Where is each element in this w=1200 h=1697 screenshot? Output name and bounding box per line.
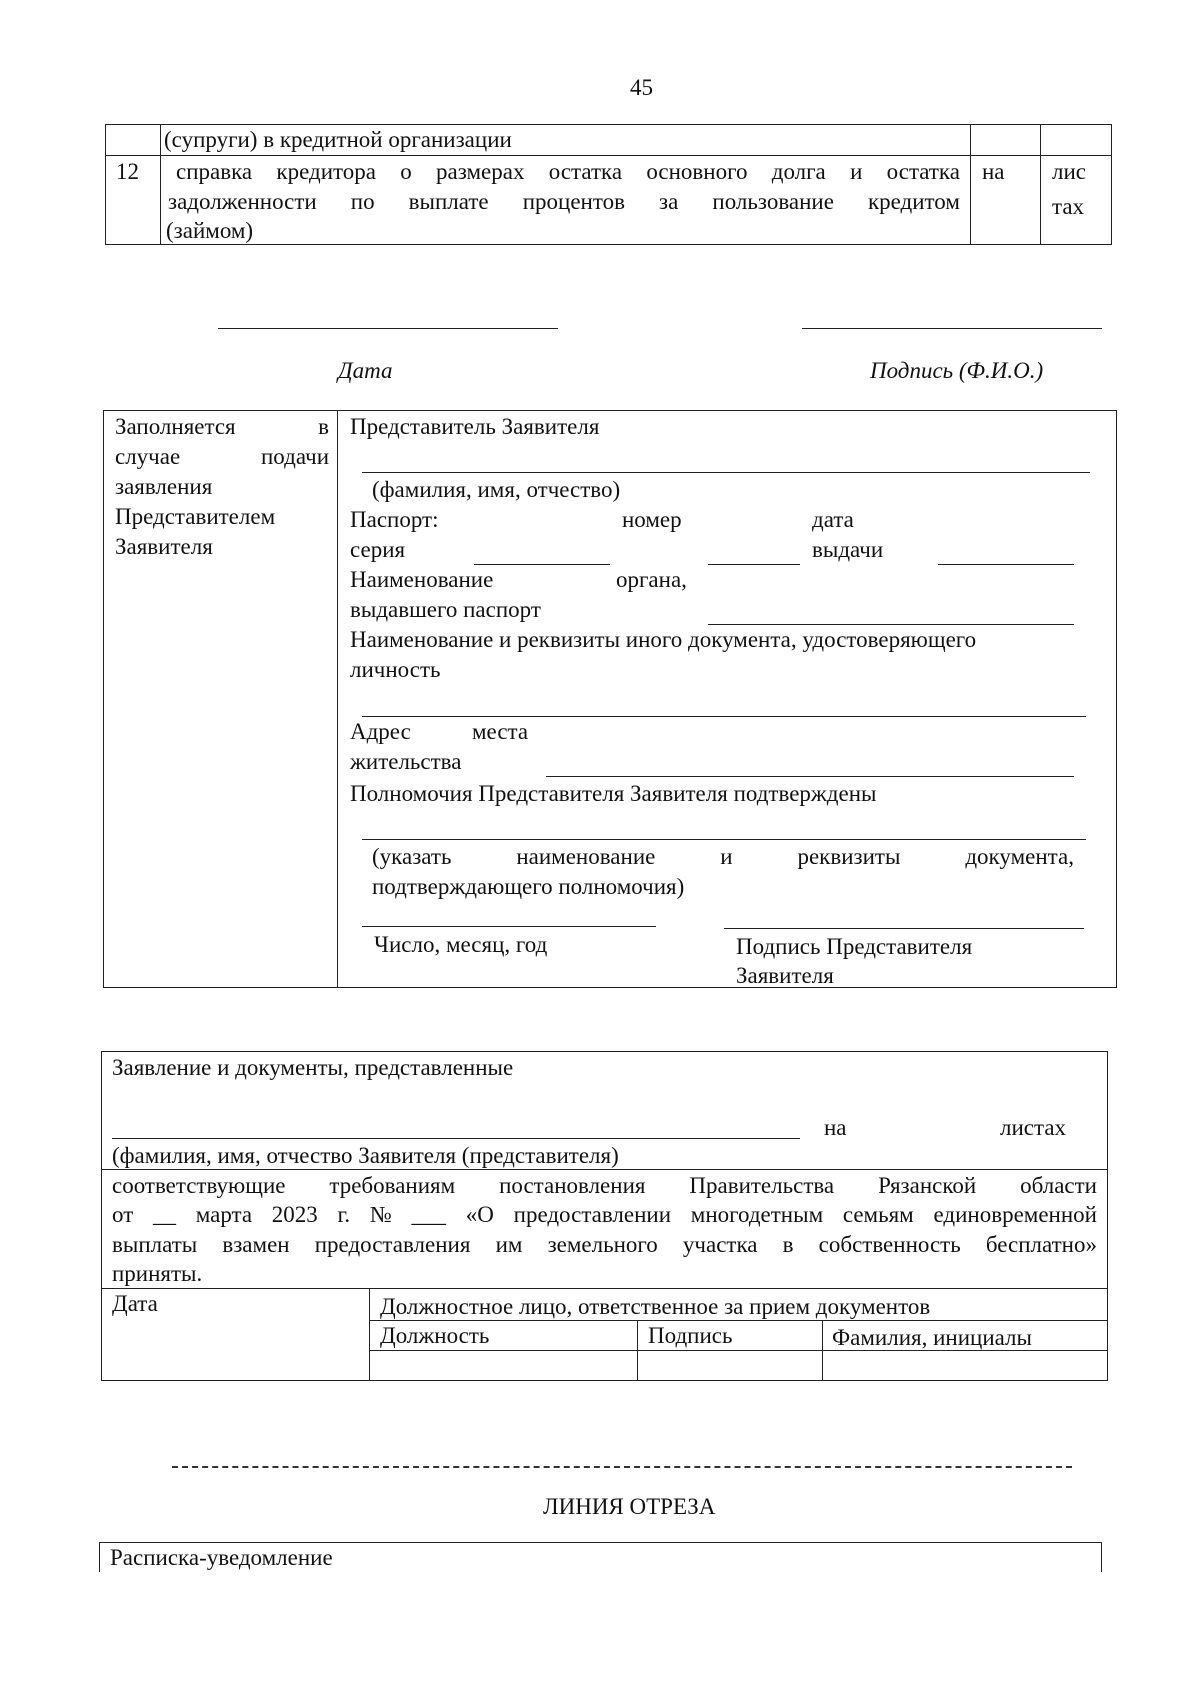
representative-date-field[interactable]	[362, 926, 656, 927]
word: __	[152, 1202, 176, 1227]
acceptance-title: Заявление и документы, представленные	[112, 1055, 514, 1080]
acceptance-body-line4: приняты.	[112, 1261, 203, 1286]
authority-hint-line2: подтверждающего полномочия)	[372, 874, 685, 899]
word: области	[1020, 1173, 1097, 1198]
acceptance-date-field[interactable]	[104, 1320, 366, 1378]
word: г.	[337, 1202, 351, 1227]
word: справка	[176, 159, 253, 184]
word: предоставления	[314, 1232, 471, 1257]
signature-label: Подпись (Ф.И.О.)	[870, 358, 1044, 383]
word: наименование	[516, 844, 656, 869]
authority-hint-line1	[372, 843, 1074, 872]
signature-field[interactable]	[640, 1352, 820, 1378]
word: основного	[646, 159, 748, 184]
row12-text-line1	[176, 158, 960, 187]
representative-title: Представитель Заявителя	[350, 414, 600, 439]
receipt-title: Расписка-уведомление	[110, 1545, 333, 1570]
representative-signature-hint-2: Заявителя	[736, 963, 834, 988]
address-label: Адрес	[350, 719, 411, 744]
applicant-name-field[interactable]	[112, 1138, 800, 1139]
acceptance-listah: листах	[1000, 1115, 1067, 1140]
other-document-field[interactable]	[362, 716, 1086, 717]
word: в	[318, 414, 329, 439]
word: случае	[115, 444, 181, 469]
passport-number-label: номер	[622, 507, 682, 532]
word: выплаты	[112, 1232, 198, 1257]
word: (указать	[372, 844, 452, 869]
word: соответствующие	[112, 1173, 286, 1198]
acceptance-na: на	[824, 1115, 847, 1140]
word: ___	[411, 1202, 447, 1227]
word: в	[782, 1232, 794, 1257]
word: задолженности	[168, 189, 317, 214]
official-label: Должностное лицо, ответственное за прием документов	[380, 1294, 931, 1319]
word: №	[369, 1202, 392, 1227]
page-number: 45	[630, 75, 653, 100]
word: постановления	[499, 1173, 646, 1198]
date-line	[218, 328, 558, 329]
word: по	[350, 189, 375, 214]
passport-series-field[interactable]	[474, 564, 610, 565]
acceptance-body-line3	[112, 1231, 1097, 1260]
row12-na: на	[982, 159, 1005, 184]
column-signature: Подпись	[648, 1323, 733, 1348]
word: 2023	[271, 1202, 318, 1227]
word: и	[850, 159, 863, 184]
position-field[interactable]	[372, 1352, 634, 1378]
word: выплате	[408, 189, 489, 214]
date-label: Дата	[338, 358, 393, 383]
issuer-organ-label: органа,	[616, 567, 687, 592]
word: предоставлении	[513, 1202, 672, 1227]
row12-text-line3: (займом)	[166, 218, 254, 243]
acceptance-date-label: Дата	[112, 1291, 158, 1316]
row-continuation-text: (супруги) в кредитной организации	[164, 127, 512, 152]
word: реквизиты	[797, 844, 901, 869]
row12-listah-2: тах	[1052, 194, 1085, 219]
issuer-label-2: выдавшего паспорт	[350, 597, 541, 622]
representative-signature-hint-1: Подпись Представителя	[736, 934, 973, 959]
word: и	[720, 844, 733, 869]
residence-label: жительства	[350, 749, 462, 774]
word: Заполняется	[115, 414, 236, 439]
word: им	[495, 1232, 523, 1257]
fio-hint: (фамилия, имя, отчество)	[372, 477, 621, 502]
word: за	[659, 189, 679, 214]
word: о	[400, 159, 412, 184]
identity-label: личность	[350, 657, 441, 682]
address-field[interactable]	[546, 776, 1074, 777]
word: кредитом	[867, 189, 960, 214]
word: требованиям	[329, 1173, 456, 1198]
authority-document-field[interactable]	[362, 839, 1086, 840]
word: от	[112, 1202, 134, 1227]
authority-confirmed-label: Полномочия Представителя Заявителя подтверждены	[350, 781, 877, 806]
word: семьям	[842, 1202, 914, 1227]
word: остатка	[548, 159, 623, 184]
word: марта	[195, 1202, 253, 1227]
other-document-label: Наименование и реквизиты иного документа, удостоверяющего	[350, 627, 977, 652]
name-field[interactable]	[825, 1352, 1105, 1378]
word: подачи	[260, 444, 329, 469]
word: бесплатно»	[985, 1232, 1097, 1257]
word: кредитора	[276, 159, 376, 184]
word: единовременной	[933, 1202, 1097, 1227]
representative-signature-field[interactable]	[724, 928, 1084, 929]
word: участка	[682, 1232, 758, 1257]
word: взамен	[222, 1232, 290, 1257]
passport-label: Паспорт:	[350, 507, 439, 532]
word: земельного	[547, 1232, 658, 1257]
address-place-label: места	[472, 719, 529, 744]
passport-issue-label: выдачи	[812, 537, 884, 562]
word: Рязанской	[878, 1173, 977, 1198]
row12-text-line2	[168, 188, 960, 217]
passport-date-label: дата	[812, 507, 854, 532]
word: «О	[465, 1202, 494, 1227]
passport-number-field[interactable]	[708, 564, 800, 565]
acceptance-body-line2	[112, 1201, 1097, 1230]
signature-line	[802, 328, 1102, 329]
row12-listah-1: лис	[1052, 159, 1086, 184]
applicant-name-hint: (фамилия, имя, отчество Заявителя (представителя)	[112, 1143, 619, 1168]
word: долга	[771, 159, 826, 184]
column-name: Фамилия, инициалы	[832, 1325, 1032, 1350]
word: пользование	[712, 189, 834, 214]
passport-series-label: серия	[350, 537, 406, 562]
date-hint: Число, месяц, год	[374, 932, 548, 957]
cut-line	[172, 1466, 1072, 1468]
issuer-field[interactable]	[708, 624, 1074, 625]
representative-fio-field[interactable]	[362, 472, 1090, 473]
word: собственность	[818, 1232, 961, 1257]
row-number: 12	[116, 159, 139, 184]
word: процентов	[522, 189, 625, 214]
word: многодетным	[690, 1202, 824, 1227]
word: размерах	[436, 159, 525, 184]
acceptance-body-line1	[112, 1172, 1097, 1201]
passport-date-field[interactable]	[938, 564, 1074, 565]
word: остатка	[886, 159, 960, 184]
issuer-name-label: Наименование	[350, 567, 494, 592]
column-position: Должность	[380, 1323, 490, 1348]
word: Правительства	[689, 1173, 835, 1198]
cut-line-label: ЛИНИЯ ОТРЕЗА	[543, 1494, 716, 1519]
word: документа,	[965, 844, 1074, 869]
